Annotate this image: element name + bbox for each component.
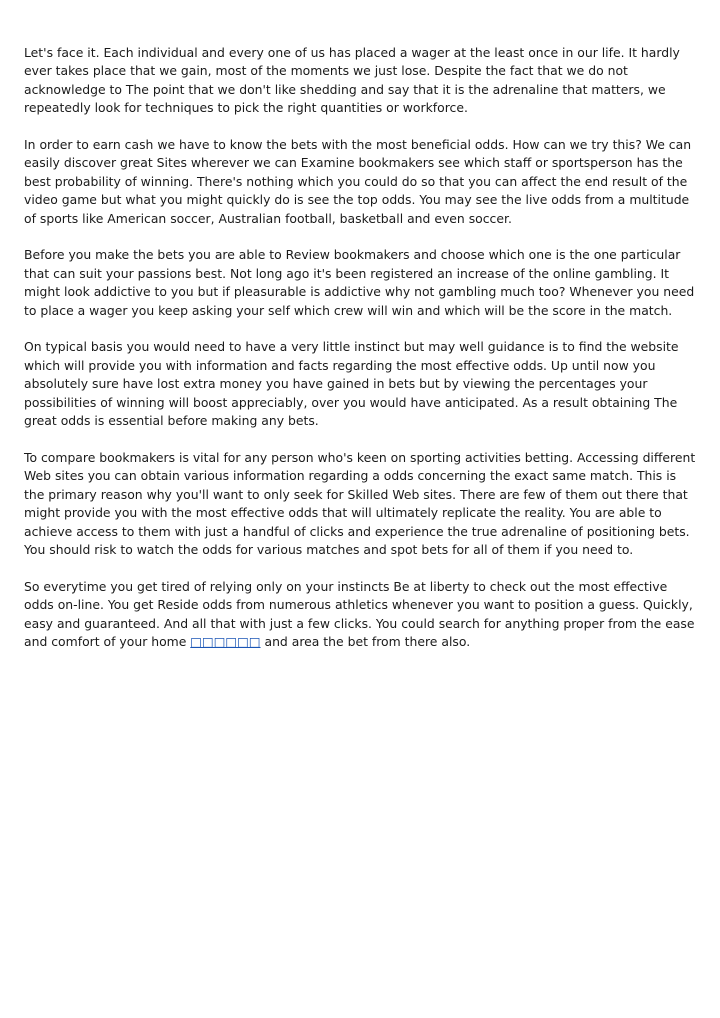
document-body [24, 44, 700, 670]
inline-link[interactable]: □□□□□□ [190, 633, 261, 649]
paragraph-3: Before you make the bets you are able to Review bookmakers and choose which one is the one particular that can suit your passions best. Not long ago it's been registered an increase of the online gambling. It might look addictive to you but if pleasurable is addictive why not gambling much too? Whenever you need to place a wager you keep asking your self which crew will win and which will be the score in the match. [24, 247, 695, 318]
paragraph-2: In order to earn cash we have to know the bets with the most beneficial odds. How can we try this? We can easily discover great Sites wherever we can Examine bookmakers see which staff or sportsperson has the best probability of winning. There's nothing which you could do so that you can affect the end result of the video game but what you might quickly do is see the top odds. You may see the live odds from a multitude of sports like American soccer, Australian football, basketball and even soccer. [24, 137, 692, 226]
paragraph-4: On typical basis you would need to have a very little instinct but may well guidance is to find the website which will provide you with information and facts regarding the most effective odds. Up until now you absolutely sure have lost extra money you have gained in bets but by viewing the percentages your possibilities of winning will boost appreciably, over you would have anticipated. As a result obtaining The great odds is essential before making any bets. [24, 339, 679, 429]
paragraph-6 [24, 578, 700, 652]
paragraph-6-text-before-link: So everytime you get tired of relying only on your instincts Be at liberty to check out the most effective odds on-line. You get Reside odds from numerous athletics whenever you want to position a guess. Quickly, easy and guaranteed. And all that with just a few clicks. You could search for anything proper from the ease and comfort of your home [24, 578, 695, 649]
paragraph-5: To compare bookmakers is vital for any person who's keen on sporting activities betting. Accessing different Web sites you can obtain various information regarding a odds concerning the exact same match. This is the primary reason why you'll want to only seek for Skilled Web sites. There are few of them out there that might provide you with the most effective odds that will ultimately replicate the reality. You are able to achieve access to them with just a handful of clicks and experience the true adrenaline of positioning bets. You should risk to watch the odds for various matches and spot bets for all of them if you need to. [24, 449, 696, 557]
paragraph-6-text-after-link: and area the bet from there also. [260, 633, 471, 649]
paragraph-1: Let's face it. Each individual and every one of us has placed a wager at the least once in our life. It hardly ever takes place that we gain, most of the moments we just lose. Despite the fact that we do not acknowledge to The point that we don't like shedding and say that it is the adrenaline that matters, we repeatedly look for techniques to pick the right quantities or workforce. [24, 45, 680, 116]
